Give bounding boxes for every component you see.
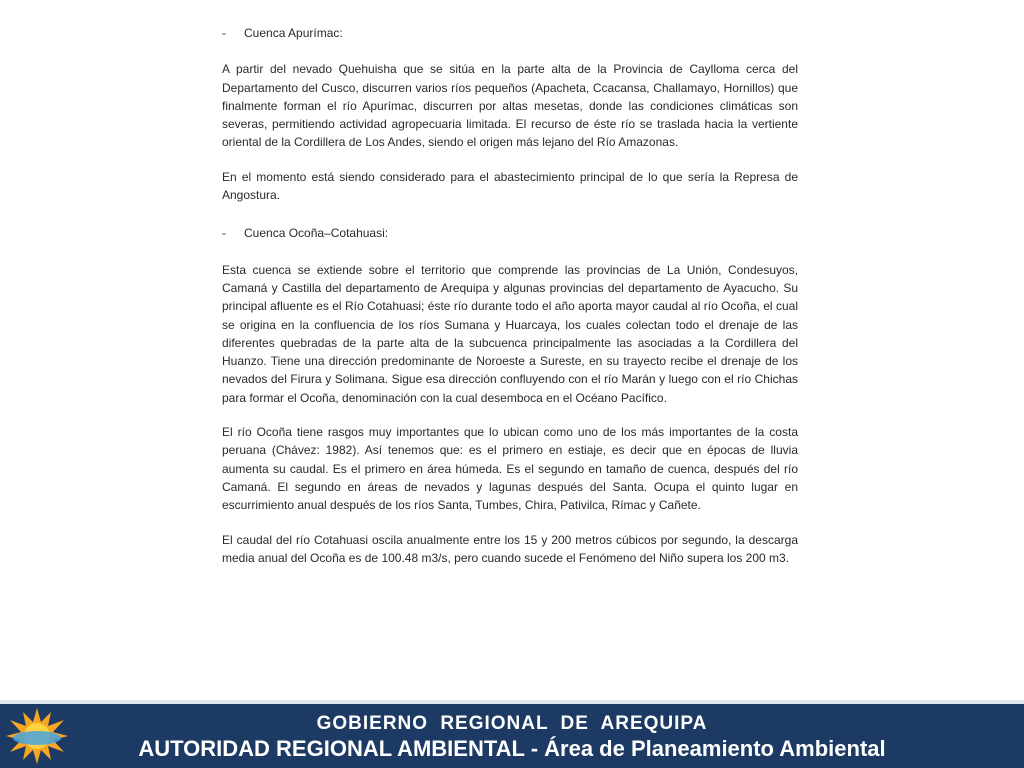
footer-area: - Área de Planeamiento Ambiental bbox=[524, 736, 886, 761]
paragraph: El caudal del río Cotahuasi oscila anualmente entre los 15 y 200 metros cúbicos por segundo, la descarga media anual del Ocoña es de 100.48 m3/s, pero cuando sucede el Fenómeno del Niño supera los 200 m3. bbox=[222, 532, 798, 565]
paragraph: El río Ocoña tiene rasgos muy importantes que lo ubican como uno de los más importantes de la costa peruana (Chávez: 1982). Así tenemos que: es el primero en estiaje, es decir que en épocas de lluvia aumenta su caudal. Es el primero en área húmeda. Es el segundo en tamaño de cuenca, después del río Camaná. El segundo en áreas de nevados y lagunas después del Santa. Ocupa el quinto lugar en escurrimiento anual después de los ríos Santa, Tumbes, Chira, Pativilca, Rímac y Cañete. bbox=[222, 425, 798, 513]
paragraph: Esta cuenca se extiende sobre el territorio que comprende las provincias de La Unión, Condesuyos, Camaná y Castilla del departamento de Arequipa y algunas provincias del departamento de Ayacucho. Su principal afluente es el Río Cotahuasi; éste río durante todo el año aporta mayor caudal al río Ocoña, el cual se origina en la confluencia de los ríos Sumana y Huarcaya, los cuales colectan todo el drenaje de las diferentes quebradas de la parte alta de la subcuenca principalmente las asociadas a la Cordillera del Huanzo. Tiene una dirección predominante de Noroeste a Sureste, en su trayecto recibe el drenaje de los nevados del Firura y Solimana. Sigue esa dirección confluyendo con el río Marán y luego con el río Chichas para formar el Ocoña, denominación con la cual desemboca en el Océano Pacífico. bbox=[222, 262, 798, 405]
footer-title: GOBIERNO REGIONAL DE AREQUIPA bbox=[316, 713, 708, 734]
bullet-dash: - bbox=[222, 26, 226, 40]
bullet-dash: - bbox=[222, 226, 226, 241]
section-heading-ocona bbox=[222, 224, 798, 242]
document-body bbox=[222, 20, 798, 567]
section-title: Cuenca Ocoña–Cotahuasi: bbox=[244, 226, 389, 241]
paragraph: En el momento está siendo considerado para el abastecimiento principal de lo que sería la Represa de Angostura. bbox=[222, 169, 798, 203]
footer-subtitle bbox=[0, 736, 1024, 762]
section-heading-apurimac bbox=[222, 24, 798, 42]
footer-banner bbox=[0, 704, 1024, 768]
paragraph: A partir del nevado Quehuisha que se sitúa en la parte alta de la Provincia de Caylloma cerca del Departamento del Cusco, discurren varios ríos pequeños (Apacheta, Ccacansa, Challamayo, Hornillos) que finalmente forman el río Apurímac, discurren por altas mesetas, donde las condiciones climáticas son severas, permitiendo actividad agropecuaria limitada. El recurso de éste río se traslada hacia la vertiente oriental de la Cordillera de Los Andes, siendo el origen más lejano del Río Amazonas. bbox=[222, 62, 798, 150]
section-title: Cuenca Apurímac: bbox=[244, 26, 343, 40]
footer-authority: AUTORIDAD REGIONAL AMBIENTAL bbox=[138, 736, 525, 761]
